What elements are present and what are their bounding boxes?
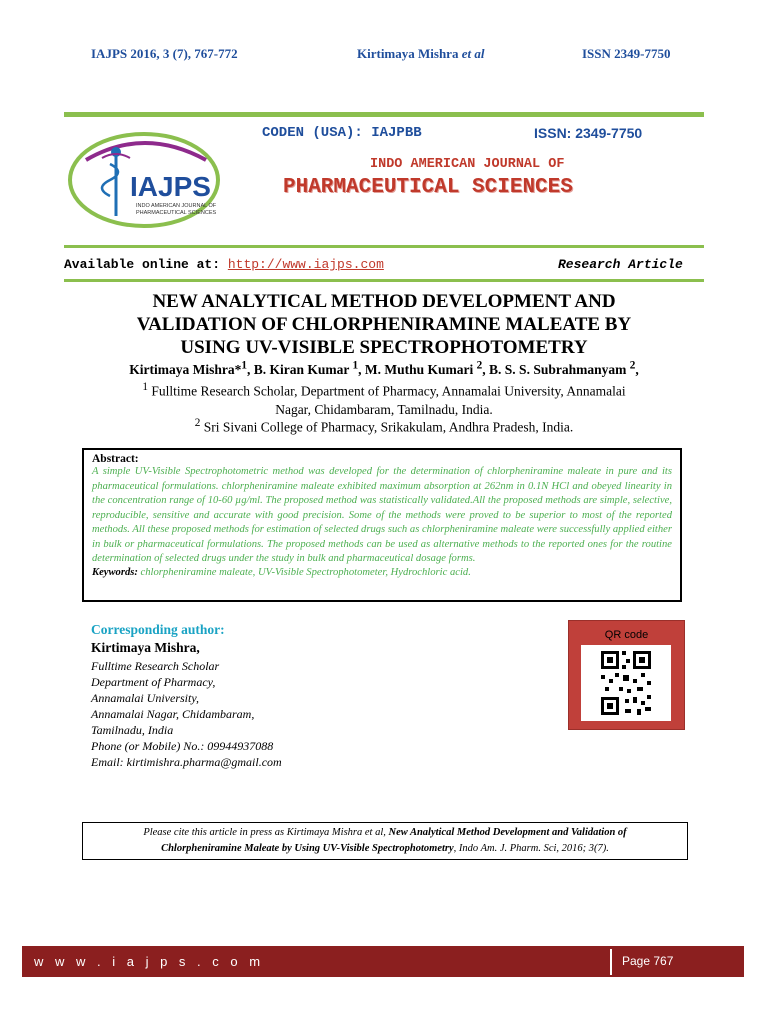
article-type: Research Article [558, 257, 683, 272]
keywords-list: chlorpheniramine maleate, UV-Visible Spectrophotometer, Hydrochloric acid. [137, 566, 471, 578]
title-line-2: VALIDATION OF CHLORPHENIRAMINE MALEATE BY [136, 314, 632, 335]
running-header-author [357, 46, 484, 62]
masthead-top-rule [64, 112, 704, 117]
corr-line-1: Fulltime Research Scholar [91, 659, 220, 673]
qr-code-icon[interactable] [581, 645, 671, 721]
corr-line-5: Tamilnadu, India [91, 723, 174, 737]
coden: CODEN (USA): IAJPBB [262, 125, 422, 141]
footer-bar [22, 946, 744, 977]
citation-suffix: , Indo Am. J. Pharm. Sci, 2016; 3(7). [453, 843, 609, 854]
running-header-author-name: Kirtimaya Mishra [357, 46, 459, 61]
availability-line [64, 257, 384, 272]
abstract-text: A simple UV-Visible Spectrophotometric method was developed for the determination of chlorpheniramine maleate in pure and its pharmaceutical formulations. chlorpheniramine maleate exhibited maximum absorption at 262nm in 0.1N HCl and obeyed linearity in the concentration range of 10-60 µg/ml. The proposed method was statistically validated.All the proposed methods are simple, selective, reproducible, sensitive and accurate with good precision. Some of the methods were proved to be superior to most of the reported methods. All these proposed methods for estimation of selected drugs such as chlorpheniramine maleate were successfully applied either in bulk or pharmaceutical formulations. The proposed methods can be used as alternative methods to the reported ones for the routine determination of selected drugs under the study in bulk and pharmaceutical dosage forms. [92, 466, 672, 564]
abstract-heading: Abstract: [92, 453, 139, 465]
corr-line-4: Annamalai Nagar, Chidambaram, [91, 707, 255, 721]
footer-divider [610, 949, 612, 975]
running-header-issn: ISSN 2349-7750 [582, 46, 671, 61]
running-header-citation: IAJPS 2016, 3 (7), 767-772 [91, 46, 238, 61]
masthead-mid-rule [64, 245, 704, 248]
masthead-bottom-rule [64, 279, 704, 282]
author-2: B. Kiran Kumar $^1$, [253, 359, 365, 377]
page-number: Page 767 [622, 954, 674, 968]
journal-logo [66, 130, 226, 230]
corresponding-name: Kirtimaya Mishra, [91, 640, 200, 655]
masthead-issn: ISSN: 2349-7750 [534, 125, 643, 141]
title-line-1: NEW ANALYTICAL METHOD DEVELOPMENT AND [152, 291, 616, 312]
corr-line-2: Department of Pharmacy, [91, 675, 216, 689]
keywords [92, 567, 672, 578]
logo-subtext-2: PHARMACEUTICAL SCIENCES [136, 210, 217, 216]
running-header-etal: et al [461, 46, 485, 61]
footer-url[interactable]: w w w . i a j p s . c o m [34, 954, 265, 969]
journal-url-link[interactable]: http://www.iajps.com [227, 257, 384, 272]
author-3: M. Muthu Kumari $^2$, [364, 359, 490, 377]
author-1: Kirtimaya Mishra*$^1$, [129, 359, 254, 377]
keywords-label: Keywords: [92, 566, 138, 578]
author-list [60, 359, 708, 378]
availability-label: Available online at: [64, 257, 221, 272]
title-line-3: USING UV-VISIBLE SPECTROPHOTOMETRY [180, 337, 588, 358]
affiliation-1: $^1$ Fulltime Research Scholar, Department of Pharmacy, Annamalai University, Annamalai Nagar, Chidambaram, Tamilnadu, India. [142, 381, 626, 417]
corr-phone: Phone (or Mobile) No.: 09944937088 [91, 739, 274, 753]
citation-title-1: New Analytical Method Development and Validation of [388, 827, 627, 838]
corr-email: Email: kirtimishra.pharma@gmail.com [91, 755, 282, 769]
logo-subtext-1: INDO AMERICAN JOURNAL OF [136, 203, 217, 209]
article-title [60, 290, 708, 359]
author-4: B. S. S. Subrahmanyam $^2$, [489, 359, 639, 377]
qr-label: QR code [604, 629, 649, 641]
corresponding-author [91, 622, 282, 770]
citation-prefix: Please cite this article in press as Kirtimaya Mishra et al, [143, 827, 389, 838]
citation-title-2: Chlorpheniramine Maleate by Using UV-Visible Spectrophotometry [161, 843, 454, 854]
logo-text: IAJPS [130, 171, 211, 202]
qr-code-panel [568, 620, 685, 730]
citation-box [82, 822, 688, 860]
abstract-box [82, 448, 682, 602]
journal-name-line1: INDO AMERICAN JOURNAL OF [370, 157, 565, 172]
corresponding-label: Corresponding author: [91, 622, 225, 637]
journal-name-line2: PHARMACEUTICAL SCIENCES [283, 176, 573, 199]
corr-line-3: Annamalai University, [91, 691, 199, 705]
affiliation-2: $^2$ Sri Sivani College of Pharmacy, Srikakulam, Andhra Pradesh, India. [194, 417, 574, 435]
